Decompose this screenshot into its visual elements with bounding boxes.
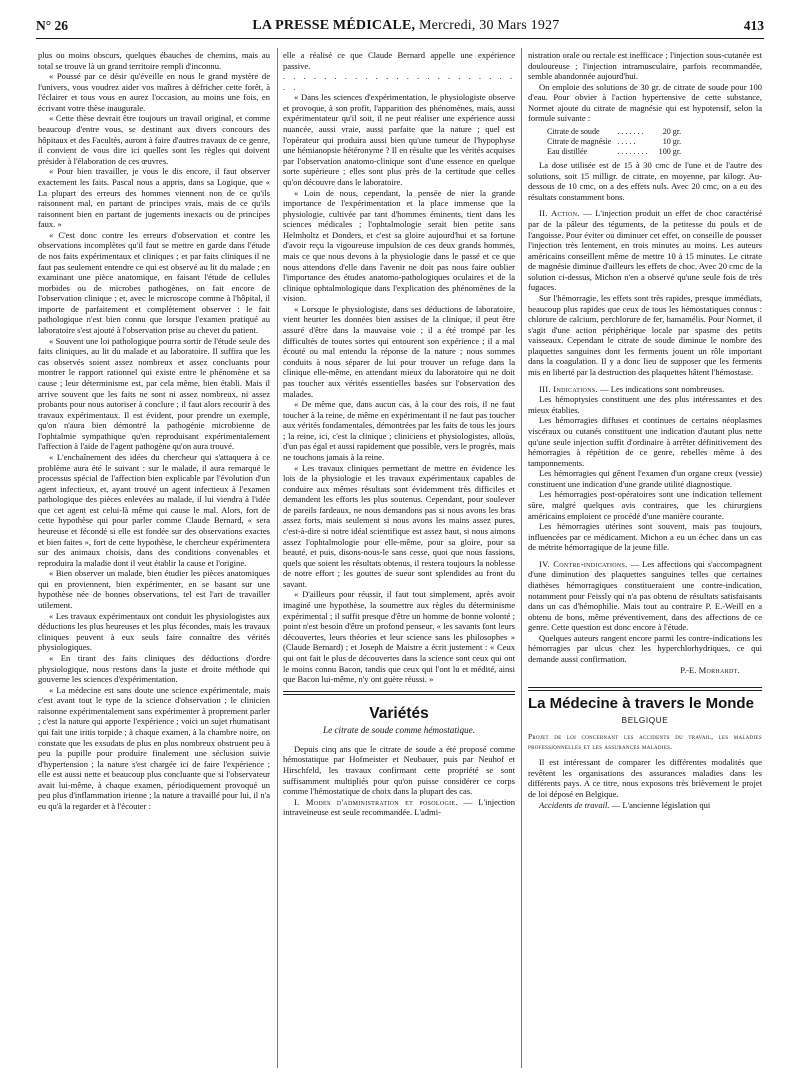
- formula-row: [544, 127, 684, 137]
- subsection-text: — L'injection produit un effet de choc caractérisé par de la pâleur des téguments, de la petitesse du pouls et de l'angoisse. Pour éviter ou diminuer cet effet, on conseille de pousser l'injection très lentement, en trois minutes au moins. Les auteurs américains conseillent même de mettre 10 à 15 minutes. Le citrate de magnésie diminue d'ailleurs les effets de choc. Avec 20 cmc de la solution ci-dessus, Michon n'en a observé qu'une seule fois de très fugaces.: [528, 208, 762, 293]
- column-divider: [521, 48, 522, 1068]
- paragraph: « En tirant des faits cliniques des déductions d'ordre physiologique, nous restons dans la juste et droite méthode qui gouverne les sciences d'expérimentation.: [38, 652, 270, 685]
- paragraph: « C'est donc contre les erreurs d'observation et contre les observations incomplètes qu'il faut se mettre en garde dans l'étude de nos faits expérimentaux et cliniques ; et par faits cliniques il ne faut pas seulement entendre ce qui est observé au lit du malade ; en examinant une pièce anatomique, en faisant l'étude de cellules morbides ou de microbes pathogènes, on fait encore de l'observation clinique ; et, avec le microscope comme à l'hôpital, il importe de parfaitement et complètement observer : le fait pathologique n'est bien connu que lorsque l'examen pratiqué au laboratoire s'est ajouté à l'observation prise au chevet du patient.: [38, 229, 270, 336]
- paragraph: La dose utilisée est de 15 à 30 cmc de l'une et de l'autre des solutions, soit 15 milligr. de citrate, en moyenne, par kilogr. Au-dessous de 10 cmc, on a des effets nuls. Avec 20 cmc, on a eu des résultats constamment bons.: [528, 160, 762, 202]
- signature-surname: Morhardt.: [698, 664, 740, 675]
- bill-title: Projet de loi concernant les accidents du travail, les maladies professionnelles et les assurances maladies.: [528, 732, 762, 751]
- formula-row: [544, 137, 684, 147]
- ingredient-name: Citrate de magnésie: [547, 137, 612, 147]
- journal-title: [252, 18, 559, 34]
- paragraph: « Loin de nous, cependant, la pensée de nier la grande importance de l'expérimentation et la place immense que la physiologie, cultivée par tant d'hommes éminents, tient dans les sciences médicales ; l'ophtalmologie serait bien petite sans Helmholtz et Donders, et c'est sa gloire aujourd'hui et sa fortune d'avoir reçu la vigoureuse impulsion de ces deux grands hommes, mais ce que nous devons à la physiologie dans le passé et ce que nous attendons d'elle dans l'avenir ne doit pas nous faire oublier l'importance des études anatomo-pathologiques oculaires et de la clinique ophtalmologique dans l'explication des phénomènes de la vision.: [283, 187, 515, 304]
- column-3: [528, 50, 762, 1072]
- paragraph: elle a réalisé ce que Claude Bernard appelle une expérience passive.: [283, 50, 515, 71]
- section-title: La Médecine à travers le Monde: [528, 695, 754, 713]
- paragraph: « D'ailleurs pour réussir, il faut tout simplement, après avoir imaginé une hypothèse, la soumettre aux règles du déterminisme expérimental ; il suffit presque d'être un homme de bonne volonté ; point n'est besoin d'être un profond penseur, « les savants font leurs découvertes, leurs théories et leur science sans les philosophes » (Claude Bernard) ; et Joseph de Maistre a écrit justement : « Ceux qui ont fait le plus de découvertes dans la science sont ceux qui ont le moins connu Bacon, tandis que ceux qui l'ont lu et médité, ainsi que Bacon lui-même, n'y ont guère réussi. »: [283, 589, 515, 685]
- section-title: Variétés: [369, 704, 429, 722]
- country-heading: BELGIQUE: [621, 715, 669, 725]
- leader-dots: . . . . .: [617, 137, 636, 147]
- subsection-text: — Les indications sont nombreuses.: [597, 383, 725, 394]
- subsection-label: I. Modes d'administration et posologie.: [294, 796, 458, 807]
- ingredient-qty: 20 gr.: [662, 127, 682, 137]
- paragraph: Il est intéressant de comparer les différentes modalités que revêtent les organisations des assurances maladies dans les différents pays. A ce titre, nous exposons très brièvement le projet de loi déposé en Belgique.: [528, 757, 762, 799]
- paragraph: « Les travaux expérimentaux ont conduit les physiologistes aux déductions les plus heureuses et les plus fécondes, mais les travaux cliniques peuvent à eux seuls faire connaître des vérités physiologiques.: [38, 610, 270, 653]
- section-rule: [528, 687, 762, 691]
- paragraph: [528, 559, 762, 633]
- paragraph: « Bien observer un malade, bien étudier les pièces anatomiques qui en proviennent, bien expérimenter, en se basant sur une hypothèse née de bonnes observations, tel est l'art de travailler utilement.: [38, 568, 270, 611]
- paragraph: « L'enchaînement des idées du chercheur qui s'attaquera à ce problème aura été le suivant : sur le malade, il aura remarqué le processus spécial de l'affection bien explicable par l'évolution d'un agent infectieux, et, ayant trouvé un agent infectieux à l'examen pathologique des pièces enlevées au malade, il lui viendra à l'idée que cet agent est celui-là même qui cause le mal. Alors, fort de cette hypothèse qui pour parler comme Claude Bernard, « sera heureuse et fécondé si elle est fondée sur des observations exactes et bien faites », fort de cette hypothèse, le chercheur expérimentera sur des animaux choisis, dans des conditions convenables et reproduira la maladie dont il veut établir la cause et l'origine.: [38, 451, 270, 568]
- paragraph: Quelques auteurs rangent encore parmi les contre-indications les hémorragies par ulcus chez les hyperchlorhydriques, ce qui demande aussi confirmation.: [528, 632, 762, 665]
- section-rule: [283, 691, 515, 695]
- formula-table: [544, 127, 684, 157]
- ingredient-qty: 10 gr.: [662, 137, 682, 147]
- paragraph: [283, 797, 515, 818]
- author-signature: [528, 665, 762, 676]
- subsection-label: II. Action.: [539, 208, 580, 219]
- leader-dots: . . . . . . . .: [617, 147, 648, 157]
- journal-name: LA PRESSE MÉDICALE,: [252, 18, 416, 33]
- signature-initials: P.-E.: [680, 664, 699, 675]
- paragraph: « Souvent une loi pathologique pourra sortir de l'étude seule des faits cliniques, au lit du malade et au laboratoire. Il suffira que les cas observés soient assez nombreux et assez concluants pour montrer le rapport rationnel qui existe entre le phénomène et sa cause ; leur déterminisme est, par cela même, bien établi. Mais il arrive souvent que les faits ne sont ni assez nombreux, ni assez probants pour nous autoriser à conclure ; il faut alors recourir à des travaux expérimentaux. Il est évident, pour prendre un exemple, qu'on n'aura bien démontré la pathogénie microbienne de l'ophtalmie sympathique qu'en reproduisant expérimentalement l'affection à l'aide de l'agent pathogène qu'on aura trouvé.: [38, 335, 270, 452]
- page-number: 413: [743, 18, 764, 33]
- paragraph: Les hémorragies qui gênent l'examen d'un organe creux (vessie) constituent une indication d'une grande utilité diagnostique.: [528, 468, 762, 489]
- issue-date: Mercredi, 30 Mars 1927: [418, 18, 560, 33]
- subsection-text: — L'injection intraveineuse est seule recommandée. L'admi-: [283, 796, 515, 818]
- paragraph: nistration orale ou rectale est inefficace ; l'injection sous-cutanée est douloureuse ; l'injection intramusculaire, parfois recommandée, semble abandonnée aujourd'hui.: [528, 50, 762, 82]
- article-title: Le citrate de soude comme hémostatique.: [322, 725, 476, 736]
- subsection-label: IV. Contre-indications.: [539, 558, 628, 569]
- paragraph: Les hémorragies diffuses et continues de certains néoplasmes viscéraux ou cutanés constituent une indication d'autant plus nette qu'une seule injection suffit d'ordinaire à arrêter définitivement des hémorragies à répétition de ce genre, rebelles même à des tamponnements.: [528, 415, 762, 468]
- paragraph: « De même que, dans aucun cas, à la cour des rois, il ne faut toucher à la reine, de même en expérimentant il ne faut pas toucher aux vérités fondamentales, démontrées par les faits de tous les jours ; la reine, ici, c'est la clinique ; cliniciens et physiologistes, alloùs, d'un pas égal et aussi rapidement que possible, vers le progrès, mais ne touchons jamais à la reine.: [283, 399, 515, 462]
- paragraph: « Lorsque le physiologiste, dans ses déductions de laboratoire, vient heurter les données bien assises de la clinique, il peut être assuré d'être dans la mauvaise voie ; il a été trompé par les difficultés de toutes sortes qui entourent son expérience ; il a mal écouté ou mal entendu la réponse de la nature ; nous sommes conduits à nous séparer de lui pour trouver un refuge dans la clinique elle-même, en attendant mieux du laboratoire qui ne doit pas toucher aux vérités essentielles basées sur l'observation des malades.: [283, 303, 515, 399]
- column-divider: [277, 48, 278, 1068]
- formula-row: [544, 147, 684, 157]
- paragraph: « Poussé par ce désir qu'éveille en nous le grand mystère de l'univers, vous voudrez aider vos maîtres à défricher cette forêt, à l'éclairer et tous vous en aurez l'occasion, au moins une fois, en écrivant votre thèse inaugurale.: [38, 71, 270, 113]
- issue-number: N° 26: [36, 18, 69, 33]
- subsection-label: Accidents de travail.: [539, 799, 610, 810]
- paragraph: « Dans les sciences d'expérimentation, le physiologiste observe et provoque, à son profit, l'apparition des phénomènes, mais, aussi expérimentateur qu'il soit, il ne peut réaliser une expérience aussi nuancée, aussi vraie, aussi parfaite que la nature ; quel est l'opérateur qui produira aussi bien qu'une tumeur de l'hypophyse une hémianopsie hétéronyme ? Il en résulte que les vérités acquises par l'observation anatomo-clinique sont d'une essence en quelque sorte supérieure ; elles sont plus près de la certitude que celles qu'on découvre dans le laboratoire.: [283, 92, 515, 187]
- page-header: [36, 14, 764, 39]
- paragraph: « Les travaux cliniques permettant de mettre en évidence les lois de la physiologie et les travaux expérimentaux capables de conduire aux mêmes résultats sont évidemment très difficiles et demandent les efforts les plus soutenus. Cependant, pour soulever de pareils fardeaux, ne nous demandons pas si nous avons les bras assez forts, mais seulement si nous avons les mains assez pures, c'est-à-dire si notre idéal scientifique est assez haut, si nous aimons assez l'ophtalmologie pour elle-même, pour sa gloire, pour sa beauté, et puis, disons-nous-le sans cesse, quoi que nous fassions, quels que soient les résultats obtenus, il restera toujours la noblesse de notre effort ; les gouttes de sueur sont splendides au front du savant.: [283, 462, 515, 589]
- paragraph: « Pour bien travailler, je vous le dis encore, il faut observer exactement les faits. Pascal nous a appris, dans sa Logique, que « La plupart des erreurs des hommes viennent non de ce qu'ils raisonnent mal, en partant de principes vrais, mais de ce qu'ils raisonnent bien en partant de jugements inexacts ou de principes faux. »: [38, 166, 270, 230]
- column-2: [283, 50, 515, 1072]
- subsection-text: — L'ancienne législation qui: [609, 799, 711, 810]
- ellipsis-line: . . . . . . . . . . . . . . . . . . . . . . . . .: [283, 71, 515, 92]
- paragraph: « La médecine est sans doute une science expérimentale, mais c'est avant tout le type de la science d'observation ; le clinicien raisonne expérimentalement sans expérimenter à proprement parler ; c'est la nature qui apporte l'expérience ; voici un sujet rhumatisant qui fait une iritis torpide ; à chaque examen, à la chambre noire, on constate que les exsudats de plus en plus nombreux obstruent peu à peu la pupille pour produire finalement une séclusion suivie d'hypertension ; la nature s'est chargée ici de faire l'expérience ; elle est aussi nette et beaucoup plus concluante que si l'observateur avait lui-même, à chaque examen, périodiquement provoqué un peu plus d'inflammation irienne ; la nature a travaillé pour lui, il n'a eu qu'à la regarder et à l'écouter :: [38, 684, 270, 812]
- paragraph: Les hémorragies post-opératoires sont une indication tellement sûre, malgré quelques avis contraires, que les chirurgiens américains emploient ce procédé d'une manière courante.: [528, 489, 762, 521]
- leader-dots: . . . . . . .: [617, 127, 644, 137]
- paragraph: [528, 384, 762, 395]
- paragraph: [528, 800, 762, 811]
- paragraph: Les hémoptysies constituent une des plus intéressantes et des mieux établies.: [528, 394, 762, 415]
- ingredient-name: Eau distillée: [547, 147, 588, 157]
- paragraph: plus ou moins obscurs, quelques ébauches de chemins, mais au total se trouve là un grand territoire rempli d'inconnu.: [38, 50, 270, 71]
- paragraph: [528, 208, 762, 293]
- subsection-label: III. Indications.: [539, 383, 598, 394]
- paragraph: Depuis cinq ans que le citrate de soude a été proposé comme hémostatique par Hofmeister et Neubauer, puis par Neuhof et Hirschfeld, les travaux confirmant cette propriété se sont suffisamment multipliés pour qu'on puisse considérer ce corps comme l'hémostatique de choix dans la plupart des cas.: [283, 743, 515, 797]
- paragraph: Sur l'hémorragie, les effets sont très rapides, presque immédiats, beaucoup plus rapides que ceux de tous les hémostatiques connus : chlorure de calcium, perchlorure de fer, hamamélis. Pour Normet, il s'agit d'une action périphérique locale par spasme des petits vaisseaux. Cependant le citrate de soude diminue le nombre des plaquettes sanguines dont les ferments jouent un rôle important dans la coagulation. Il y a donc lieu de supposer que les ferments mis en liberté par la destruction des plaquettes hâtent l'hémostase.: [528, 292, 762, 378]
- paragraph: « Cette thèse devrait être toujours un travail original, et comme beaucoup d'entre vous, se destinant aux divers concours des hôpitaux et des Facultés, auront à faire d'autres travaux de ce genre, il convient de vous dire ici quelles sont les règles qui doivent présider à l'élaboration de ces œuvres.: [38, 113, 270, 166]
- paragraph: On emploie des solutions de 30 gr. de citrate de soude pour 100 d'eau. Pour obvier à l'action hypertensive de cette substance, Normet ajoute du citrate de magnésie qui est hypotensif, selon la formule suivante :: [528, 81, 762, 124]
- subsection-text: — Les affections qui s'accompagnent d'une diminution des plaquettes sanguines telles que certaines diathèses hémorragiques constitueraient une contre-indication, notamment pour Feissly qui n'a pas obtenu de résultats satisfaisants dans un cas d'hémophilie. Mais tout au contraire P. E.-Weill en a obtenu de bons, même préventivement, dans des affections de ce genre. Cette question est donc encore à l'étude.: [528, 558, 762, 633]
- paragraph: Les hémorragies utérines sont souvent, mais pas toujours, influencées par ce médicament. Michon a eu un échec dans un cas de métrite hémorragique de la jeune fille.: [528, 521, 762, 553]
- column-1: [38, 50, 270, 1072]
- ingredient-qty: 100 gr.: [658, 147, 682, 157]
- ingredient-name: Citrate de soude: [547, 127, 600, 137]
